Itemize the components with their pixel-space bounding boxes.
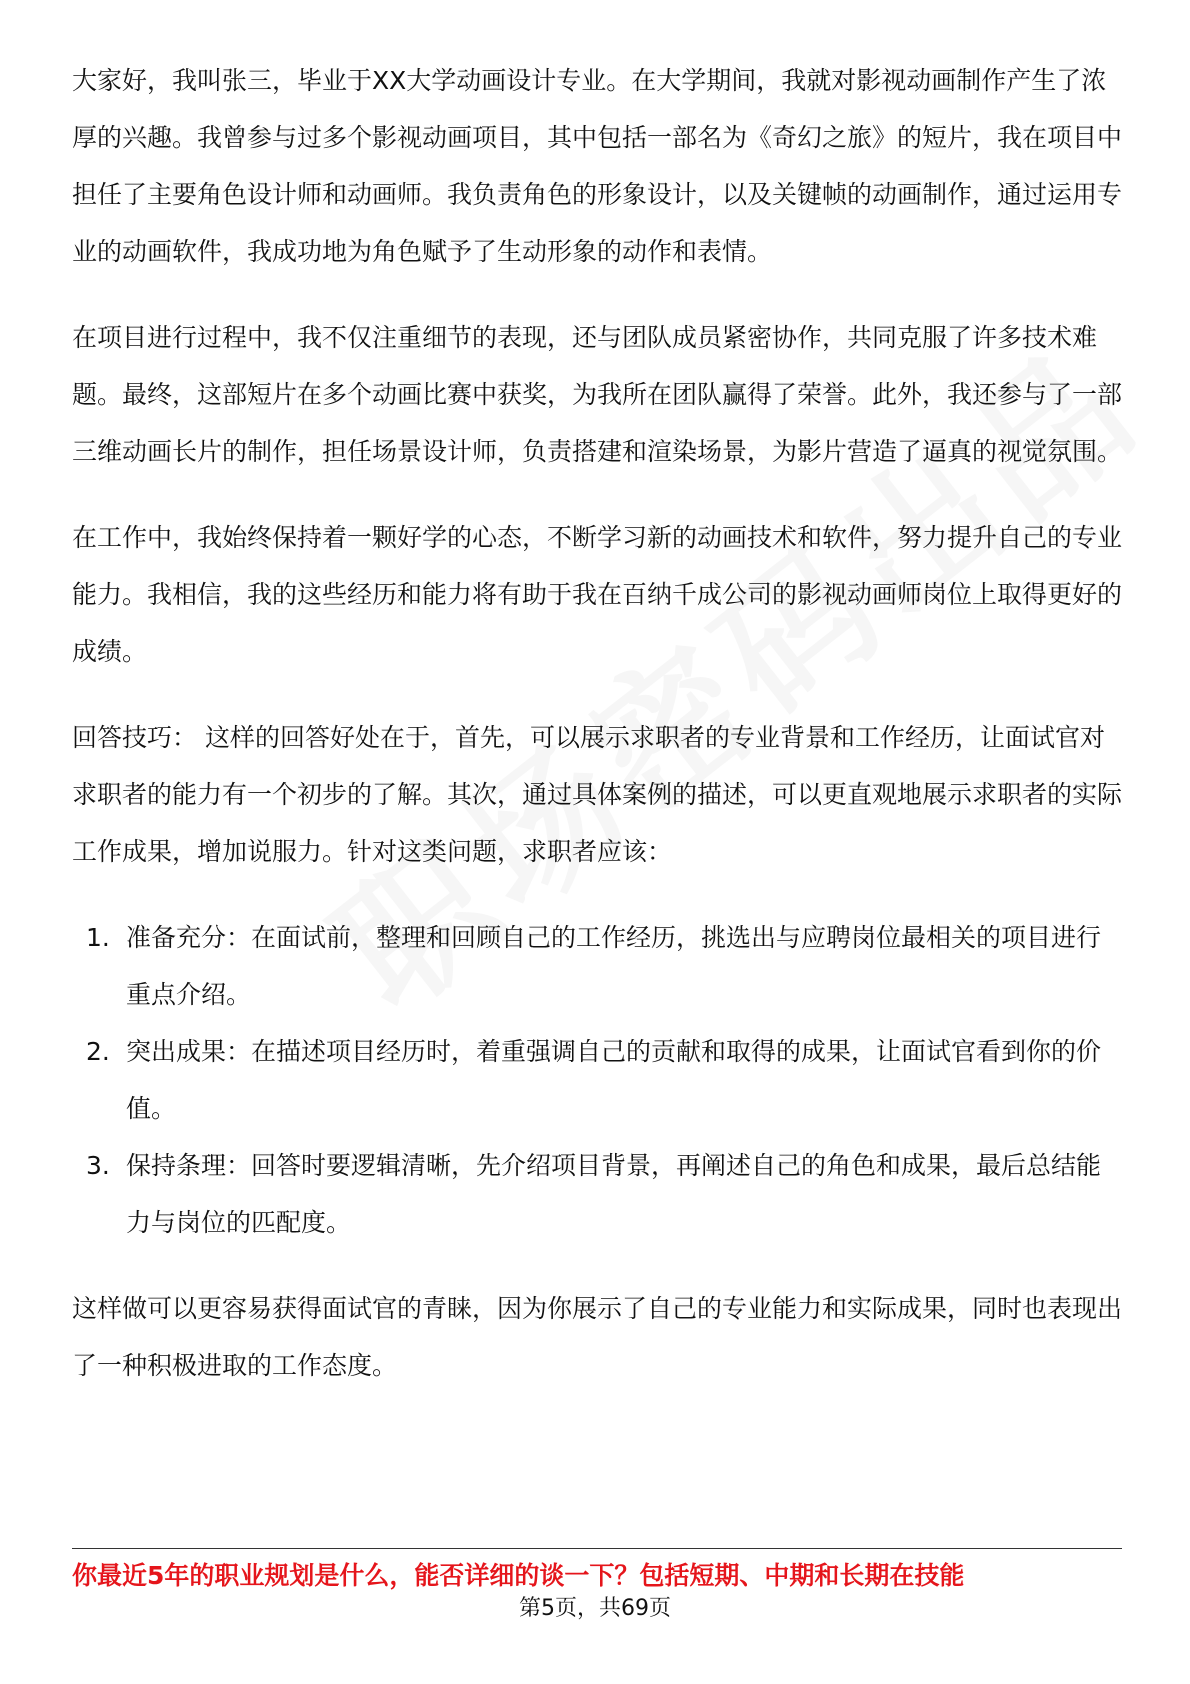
divider (72, 1548, 1122, 1549)
paragraph-answer-tips: 回答技巧： 这样的回答好处在于，首先，可以展示求职者的专业背景和工作经历，让面试官对求职者的能力有一个初步的了解。其次，通过具体案例的描述，可以更直观地展示求职者的实际工作成果，增加说服力。针对这类问题，求职者应该： (72, 723, 1123, 866)
next-question-heading: 你最近5年的职业规划是什么，能否详细的谈一下？包括短期、中期和长期在技能 (72, 1561, 965, 1590)
list-item-number: 3. (86, 1151, 110, 1180)
paragraph-closing: 这样做可以更容易获得面试官的青睐，因为你展示了自己的专业能力和实际成果，同时也表现出了一种积极进取的工作态度。 (72, 1294, 1123, 1380)
list-item-text: 准备充分：在面试前，整理和回顾自己的工作经历，挑选出与应聘岗位最相关的项目进行重点介绍。 (126, 923, 1102, 1009)
list-item-number: 2. (86, 1037, 110, 1066)
list-item (72, 1023, 1122, 1137)
list-item (72, 1137, 1122, 1251)
paragraph-intro: 大家好，我叫张三，毕业于XX大学动画设计专业。在大学期间，我就对影视动画制作产生了浓厚的兴趣。我曾参与过多个影视动画项目，其中包括一部名为《奇幻之旅》的短片，我在项目中担任了主要角色设计师和动画师。我负责角色的形象设计，以及关键帧的动画制作，通过运用专业的动画软件，我成功地为角色赋予了生动形象的动作和表情。 (72, 66, 1123, 266)
list-item-number: 1. (86, 923, 110, 952)
list-item-text: 突出成果：在描述项目经历时，着重强调自己的贡献和取得的成果，让面试官看到你的价值。 (126, 1037, 1102, 1123)
list-item-text: 保持条理：回答时要逻辑清晰，先介绍项目背景，再阐述自己的角色和成果，最后总结能力与岗位的匹配度。 (126, 1151, 1102, 1237)
paragraph-project: 在项目进行过程中，我不仅注重细节的表现，还与团队成员紧密协作，共同克服了许多技术难题。最终，这部短片在多个动画比赛中获奖，为我所在团队赢得了荣誉。此外，我还参与了一部三维动画长片的制作，担任场景设计师，负责搭建和渲染场景，为影片营造了逼真的视觉氛围。 (72, 323, 1123, 466)
list-item (72, 909, 1122, 1023)
page-number: 第5页，共69页 (519, 1596, 671, 1621)
page-content (72, 52, 1122, 1423)
paragraph-work: 在工作中，我始终保持着一颗好学的心态，不断学习新的动画技术和软件，努力提升自己的专业能力。我相信，我的这些经历和能力将有助于我在百纳千成公司的影视动画师岗位上取得更好的成绩。 (72, 523, 1123, 666)
tips-list (72, 909, 1122, 1251)
